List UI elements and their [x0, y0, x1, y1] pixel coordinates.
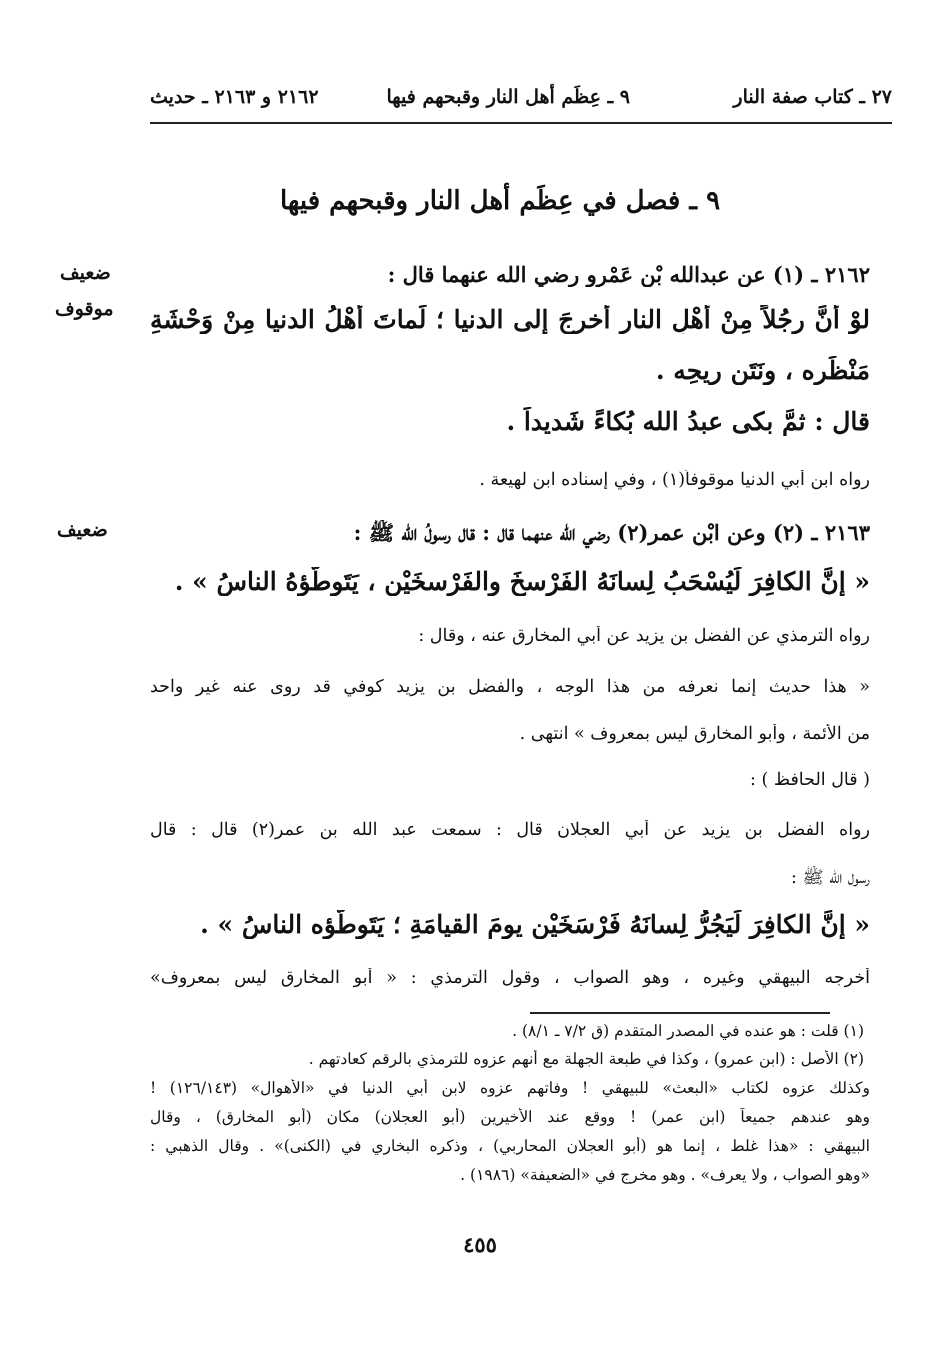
hadith-2162-matn-line2: مَنْظَرِه ، ونَتَنِ ريحِه . [655, 356, 870, 385]
footnote-divider [530, 1012, 830, 1014]
section-title: ٩ ـ فصل في عِظَم أهل النار وقبحهم فيها [279, 186, 721, 216]
grade-label-mawquf: موقوف [55, 298, 114, 320]
footnote-line: وهو عندهم جميعاً (ابن عمر) ! ووقع عند الأخيرين (أبو العجلان) مكان (أبو المخارق) ، وقال [150, 1108, 870, 1126]
hadith-2163-matn: « إنَّ الكافِرَ لَيُسْحَبُ لِسانَهُ الفَرْسخَ والفَرْسخَيْن ، يَتَوطَّؤهُ الناسُ » . [174, 567, 870, 596]
conclusion-line: أخرجه البيهقي وغيره ، وهو الصواب ، وقول الترمذي : « أبو المخارق ليس بمعروف» [150, 968, 870, 988]
tirmidhi-quote-line1: « هذا حديث إنما نعرفه من هذا الوجه ، والفضل بن يزيد كوفي قد روى عنه غير واحد [150, 677, 870, 697]
footnote-line: «وهو الصواب ، ولا يعرف» . وهو مخرج في «الضعيفة» (١٩٨٦) . [460, 1166, 870, 1184]
riwaya-line1: رواه الفضل بن يزيد عن أبي العجلان قال : سمعت عبد الله بن عمر(٢) قال : قال [150, 820, 870, 840]
hadith-2163-second-matn: « إنَّ الكافِرَ لَيَجُرُّ لِسانَهُ فَرْسَخَيْنِ يومَ القيامَةِ ؛ يَتَوطَّؤه الناسُ » . [200, 910, 870, 939]
grade-label-weak: ضعيف [60, 262, 111, 284]
footnote-line: البيهقي : «هذا غلط ، إنما هو (أبو العجلان المحاربي) ، وذكره البخاري في (الكنى)» . وقال الذهبي : [150, 1137, 870, 1155]
hadith-2163-intro: ٢١٦٣ ـ (٢) وعن ابْن عمر(٢) رضي الله عنهما قال : قال رسولُ الله ﷺ : [353, 520, 870, 545]
page-number: ٤٥٥ [463, 1232, 497, 1257]
hadith-2162-matn-line1: لوْ أنَّ رجُلاً مِنْ أهْلِ النارِ أُخرِجَ إلى الدنيا ؛ لَماتَ أهْلُ الدنيا مِنْ وَحْشَةِ [150, 305, 870, 334]
hadith-2162-matn-line3: قال : ثمَّ بكى عبدُ الله بُكاءً شَديداً . [506, 407, 870, 436]
footnote-line: وكذلك عزوه لكتاب «البعث» للبيهقي ! وفاتهم عزوه لابن أبي الدنيا في «الأهوال» (١٢٦/١٤٣) ! [150, 1079, 870, 1097]
hadith-2162-intro: ٢١٦٢ ـ (١) عن عبدالله بْن عَمْرو رضي الله عنهما قال : [387, 262, 870, 287]
header-book-title: ٢٧ ـ كتاب صفة النار [733, 86, 892, 108]
hadith-2162-takhrij: رواه ابن أبي الدنيا موقوفاً(١) ، وفي إسناده ابن لهيعة . [479, 470, 870, 490]
footnote-line: (٢) الأصل : (ابن عمرو) ، وكذا في طبعة الجهلة مع أنهم عزوه للترمذي بالرقم كعادتهم . [308, 1050, 864, 1068]
tirmidhi-quote-line2: من الأئمة ، وأبو المخارق ليس بمعروف » انتهى . [519, 724, 870, 744]
hadith-2163-takhrij-line1: رواه الترمذي عن الفضل بن يزيد عن أبي المخارق عنه ، وقال : [418, 626, 870, 646]
riwaya-line2: رسول الله ﷺ : [791, 868, 870, 888]
grade-label-weak-2163: ضعيف [57, 519, 108, 541]
footnote-line: (١) قلت : هو عنده في المصدر المتقدم (ق ٧/٢ ـ ٨/١) . [512, 1022, 864, 1040]
hafiz-note: ( قال الحافظ ) : [749, 770, 870, 790]
running-header [150, 82, 892, 124]
header-chapter-title: ٩ ـ عِظَم أهل النار وقبحهم فيها [386, 86, 630, 108]
header-hadith-range: ٢١٦٢ و ٢١٦٣ ـ حديث [150, 86, 319, 108]
